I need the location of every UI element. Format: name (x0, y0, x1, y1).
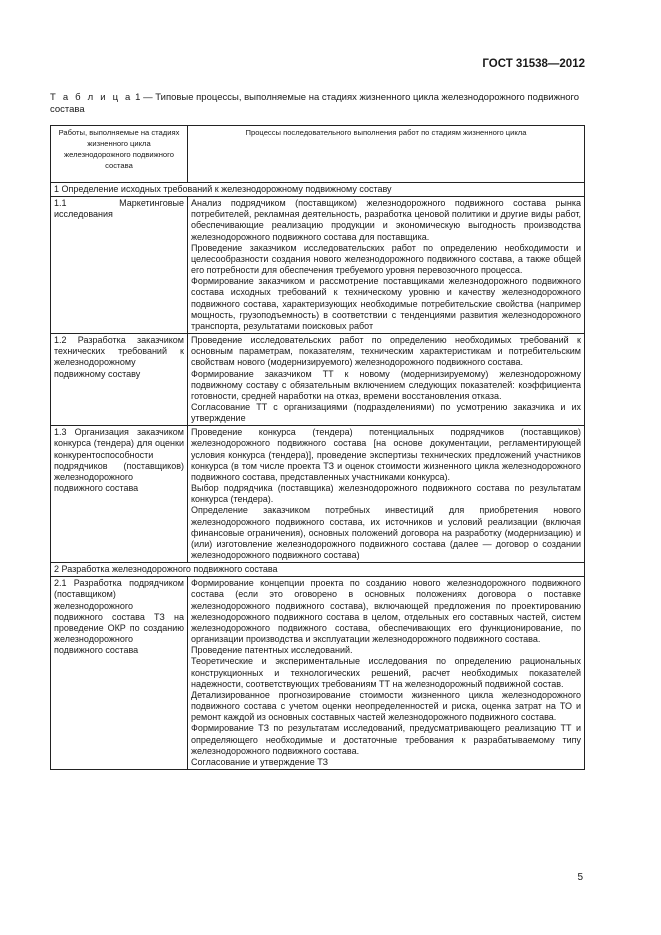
processes-table (50, 125, 585, 770)
paragraph: Согласование ТТ с организациями (подразделениями) по усмотрению заказчика и их утверждение (191, 401, 581, 424)
paragraph: Формирование ТЗ по результатам исследований, предусматривающего реализацию ТТ и определяющего необходимые и достаточные требования к разрабатываемому типу железнодорожного подвижного состава. (191, 723, 581, 756)
paragraph: Проведение исследовательских работ по определению необходимых требований к основным параметрам, показателям, техническим характеристикам и потребительским свойствам нового (модернизируемого) железнодорожного подвижного состава. (191, 335, 581, 368)
paragraph: Согласование и утверждение ТЗ (191, 756, 329, 767)
caption-text: 1 — Типовые процессы, выполняемые на стадиях жизненного цикла железнодорожного подвижного состава (50, 92, 580, 115)
table-row (51, 426, 585, 563)
paragraph: Проведение конкурса (тендера) потенциальных подрядчиков (поставщиков) железнодорожного подвижного состава [на основе документации, регламентирующей условия конкурса (тендера)], проведение экспертизы технических предложений участников конкурса (в том числе проекта ТЗ и оценок стоимости жизненного цикла железнодорожного подвижного состава, представленных участниками конкурса). (191, 427, 581, 482)
process-1-3 (188, 426, 585, 563)
paragraph: Формирование концепции проекта по созданию нового железнодорожного подвижного состава (если это оговорено в основных положениях договора о поставке железнодорожного подвижного состава), включающей предложения по проектированию железнодорожного подвижного состава в целом, отдельных его составных частей, систем железнодорожного подвижного состава, обеспечивающих его функционирование, по организации производства и эксплуатации железнодорожного подвижного состава. (191, 578, 581, 645)
work-1-3: 1.3 Организация заказчиком конкурса (тендера) для оценки конкурентоспособности подрядчиков (поставщиков) железнодорожного подвижного состава (51, 426, 188, 563)
page-number: 5 (577, 872, 583, 883)
work-2-1: 2.1 Разработка подрядчиком (поставщиком) железнодорожного подвижного состава ТЗ на проведение ОКР по созданию железнодорожного подвижного состава (51, 577, 188, 770)
stage-row (51, 183, 585, 197)
table-row (51, 334, 585, 426)
process-2-1 (188, 577, 585, 770)
header-processes: Процессы последовательного выполнения работ по стадиям жизненного цикла (188, 126, 585, 183)
table-caption (50, 92, 590, 116)
stage-1-title: 1 Определение исходных требований к железнодорожному подвижному составу (51, 183, 585, 197)
paragraph: Детализированное прогнозирование стоимости жизненного цикла железнодорожного подвижного состава с учетом оценки неопределенностей и риска, оценка затрат на ТО и ремонт каждой из основных составных частей железнодорожного подвижного состава. (191, 689, 581, 723)
paragraph: Проведение патентных исследований. (191, 645, 353, 656)
work-1-2: 1.2 Разработка заказчиком технических требований к железнодорожному подвижному составу (51, 334, 188, 426)
process-1-1 (188, 197, 585, 334)
stage-2-title: 2 Разработка железнодорожного подвижного состава (51, 563, 585, 577)
process-1-2 (188, 334, 585, 426)
paragraph: Формирование заказчиком и рассмотрение поставщиками железнодорожного подвижного состава исходных требований к техническому уровню и качеству железнодорожного подвижного состава, характеризующих необходимые потребительские свойства (например мощность, грузоподъемность) в соответствии с тенденциями развития железнодорожного транспорта, результатами поисковых работ (191, 276, 581, 331)
paragraph: Выбор подрядчика (поставщика) железнодорожного подвижного состава по результатам конкурса (тендера). (191, 483, 581, 505)
stage-row (51, 563, 585, 577)
paragraph: Анализ подрядчиком (поставщиком) железнодорожного подвижного состава рынка потребителей, рекламная деятельность, разработка ценовой политики и другие виды работ, обеспечивающие реализацию продукции и экономическую выгодность производства железнодорожного подвижного состава для поставщика. (191, 198, 581, 242)
paragraph: Теоретические и экспериментальные исследования по определению рациональных конструкционных и технологических решений, расчет необходимых показателей надежности, соответствующих требованиям ТТ на железнодорожный подвижной состав. (191, 656, 581, 689)
paragraph: Формирование заказчиком ТТ к новому (модернизируемому) железнодорожному подвижному составу с обязательным включением следующих показателей: коэффициента готовности, средней наработки на отказ, времени восстановления отказа. (191, 368, 581, 401)
table-row (51, 577, 585, 770)
standard-number: ГОСТ 31538—2012 (482, 58, 585, 70)
paragraph: Проведение заказчиком исследовательских работ по определению необходимости и целесообразности создания нового железнодорожного подвижного состава, а также общей его потребности для обеспечения требуемого уровня перевозочного процесса. (191, 242, 581, 276)
caption-label: Т а б л и ц а (50, 92, 133, 103)
table-header-row (51, 126, 585, 183)
work-1-1: 1.1 Маркетинговые исследования (51, 197, 188, 334)
header-works: Работы, выполняемые на стадиях жизненного цикла железнодорожного подвижного состава (51, 126, 188, 183)
table-row (51, 197, 585, 334)
paragraph: Определение заказчиком потребных инвестиций для приобретения нового железнодорожного подвижного состава, их источников и условий реализации (включая финансовые ограничения), основных положений договора на разработку (модернизацию) и (или) изготовление железнодорожного подвижного состава (далее — договор о создании железнодорожного подвижного состава) (191, 505, 581, 560)
